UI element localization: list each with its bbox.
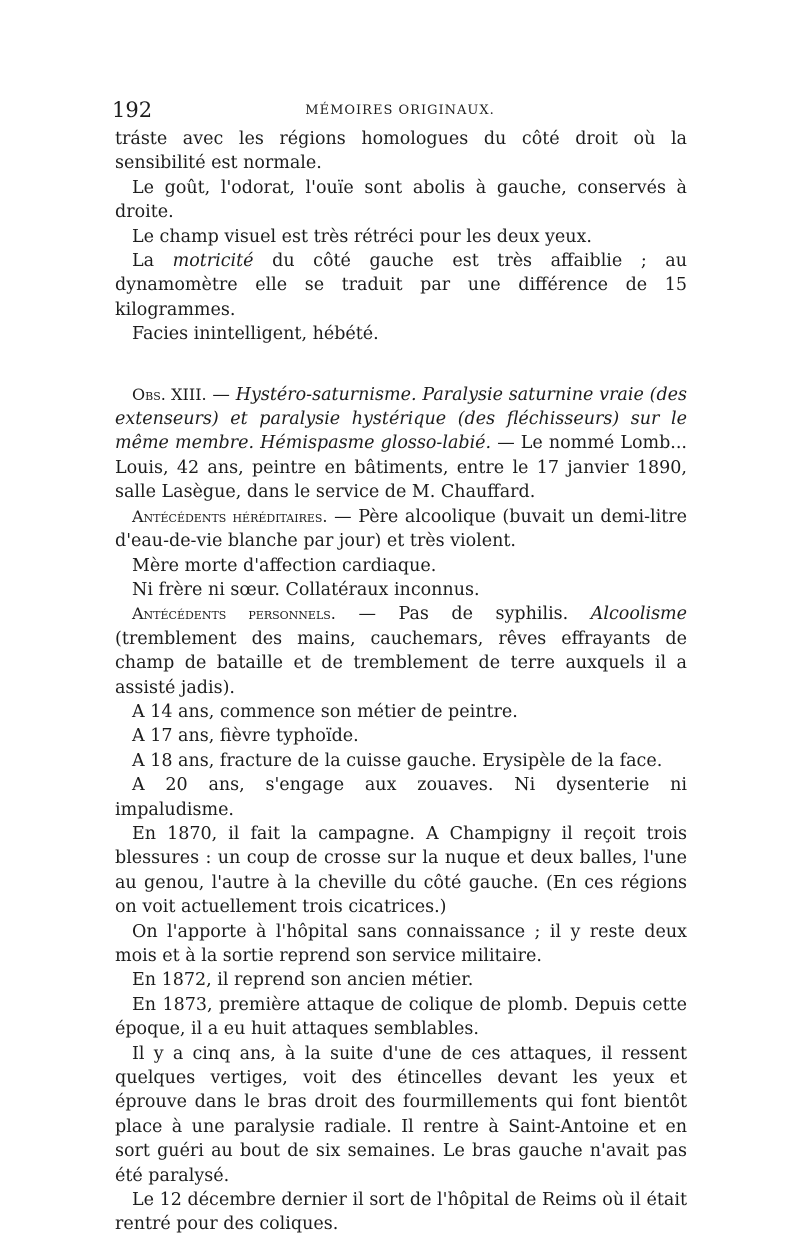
observation-label: Obs. XIII. [132, 384, 207, 404]
paragraph: En 1873, première attaque de colique de plomb. Depuis cette époque, il a eu huit attaques semblables. [115, 994, 687, 1040]
paragraph: tráste avec les régions homologues du côté droit où la sensibilité est normale. [115, 129, 687, 174]
paragraph: Il y a cinq ans, à la suite d'une de ces attaques, il ressent quelques vertiges, voit des étincelles devant les yeux et éprouve dans le bras droit des fourmillements qui font bientôt place à une paralysie radiale. Il rentre à Saint-Antoine et en sort guéri au bout de six semaines. Le bras gauche n'avait pas été paralysé. [115, 1043, 687, 1186]
paragraph: Facies inintelligent, hébété. [132, 324, 379, 345]
paragraph [115, 602, 687, 700]
paragraph: En 1872, il reprend son ancien métier. [132, 970, 474, 991]
paragraph: On l'apporte à l'hôpital sans connaissance ; il y reste deux mois et à la sortie reprend son service militaire. [115, 921, 687, 966]
text-run: — Pas de syphilis. [335, 604, 591, 625]
paragraph [115, 249, 687, 322]
paragraph: Le champ visuel est très rétréci pour les deux yeux. [132, 226, 592, 247]
paragraph: Ni frère ni sœur. Collatéraux inconnus. [132, 579, 480, 600]
page-number: 192 [112, 98, 153, 122]
observation-title: Hystéro-saturnisme. Paralysie saturnine vraie (des extenseurs) et paralysie hystérique (des fléchisseurs) sur le même membre. Hémispasme glosso-labié. [115, 384, 687, 454]
paragraph: Le goût, l'odorat, l'ouïe sont abolis à gauche, conservés à droite. [115, 177, 687, 223]
paragraph: Le 12 décembre dernier il sort de l'hôpital de Reims où il était rentré pour des coliques. [115, 1190, 687, 1235]
section-label: Antécédents personnels. [132, 604, 336, 624]
emphasis: Alcoolisme [590, 604, 687, 625]
observation-heading [115, 383, 687, 505]
page-body [115, 127, 687, 1237]
running-title: MÉMOIRES ORIGINAUX. [305, 103, 495, 118]
page-header [112, 98, 688, 122]
text-run: — Le nommé Lomb... Louis, 42 ans, peintre en bâtiments, entre le 17 janvier 1890, salle Lasègue, dans le service de M. Chauffard. [115, 433, 687, 503]
paragraph [115, 505, 687, 554]
text-run: (tremblement des mains, cauchemars, rêves effrayants de champ de bataille et de tremblement de terre auxquels il a assisté jadis). [115, 628, 687, 698]
paragraph: A 18 ans, fracture de la cuisse gauche. Erysipèle de la face. [132, 750, 663, 771]
paragraph: A 14 ans, commence son métier de peintre. [132, 701, 518, 722]
section-label: Antécédents héréditaires. [132, 506, 328, 526]
paragraph: Mère morte d'affection cardiaque. [132, 555, 437, 576]
paragraph: A 17 ans, fièvre typhoïde. [132, 726, 359, 747]
text-run: La [132, 251, 173, 272]
text-run: du côté gauche est très affaiblie ; au dynamomètre elle se traduit par une différence de 15 kilogrammes. [115, 251, 687, 320]
paragraph: A 20 ans, s'engage aux zouaves. Ni dysenterie ni impaludisme. [115, 775, 687, 820]
emphasis: motricité [172, 251, 254, 272]
text-run: — Père alcoolique (buvait un demi-litre d'eau-de-vie blanche par jour) et très violent. [115, 506, 688, 552]
text-run: — [206, 384, 236, 405]
paragraph: En 1870, il fait la campagne. A Champigny il reçoit trois blessures : un coup de crosse sur la nuque et deux balles, l'une au genou, l'autre à la cheville du côté gauche. (En ces régions on voit actuellement trois cicatrices.) [115, 823, 687, 918]
